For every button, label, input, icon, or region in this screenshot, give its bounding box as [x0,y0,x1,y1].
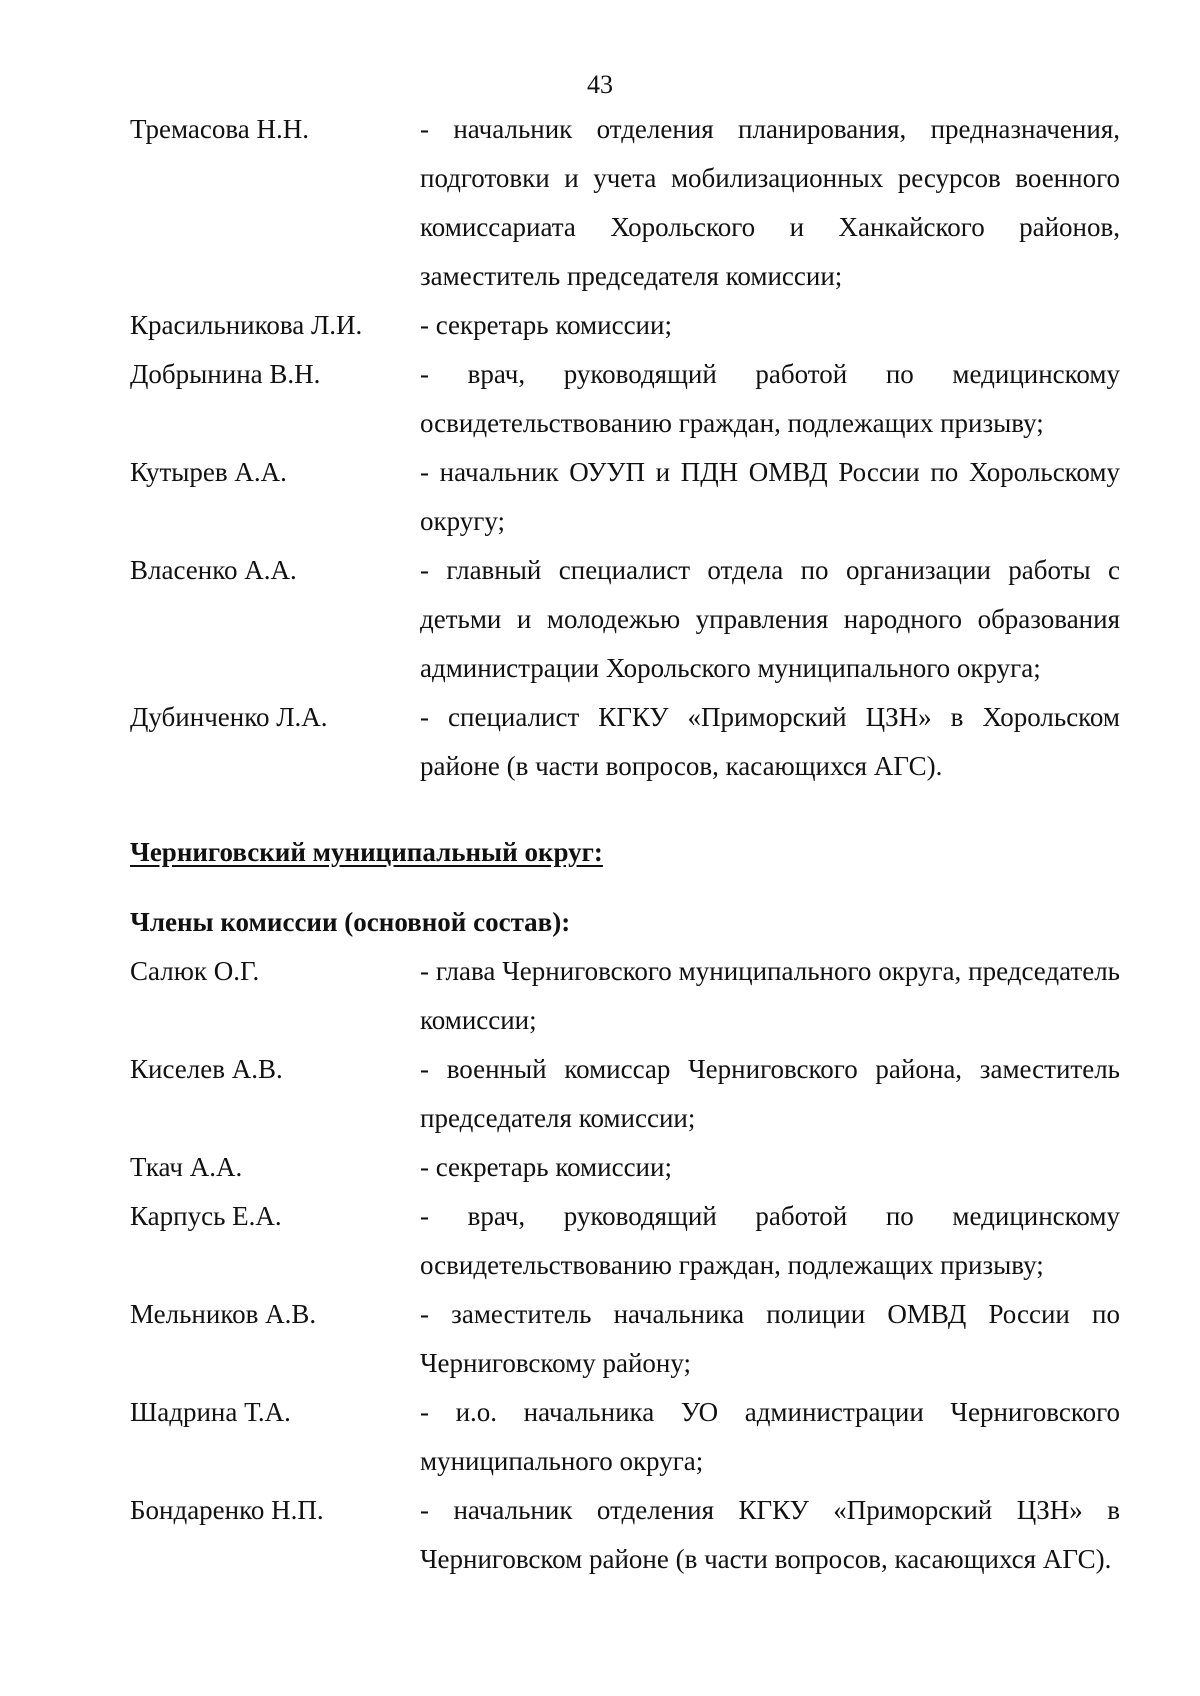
member-name: Красильникова Л.И. [130,310,363,340]
member-role: - начальник отделения планирования, предназначения, подготовки и учета мобилизационных ресурсов военного комиссариата Хорольского и Ханкайского районов, заместитель председателя комиссии; [420,114,1120,291]
member-row [130,350,1120,448]
member-list-top [130,105,1120,791]
member-name: Тремасова Н.Н. [130,114,309,144]
member-row [130,105,1120,301]
members-heading-block [130,898,1120,947]
member-row [130,1486,1120,1584]
member-name: Добрынина В.Н. [130,359,321,389]
member-list-bottom [130,947,1120,1584]
member-role: - секретарь комиссии; [420,1152,672,1182]
member-role: - начальник отделения КГКУ «Приморский ЦЗН» в Черниговском районе (в части вопросов, касающихся АГС). [420,1495,1120,1574]
member-row [130,693,1120,791]
page-number: 43 [587,70,613,99]
member-name: Карпусь Е.А. [130,1201,282,1231]
member-name: Салюк О.Г. [130,956,260,986]
member-role: - начальник ОУУП и ПДН ОМВД России по Хорольскому округу; [420,457,1120,536]
member-row [130,1192,1120,1290]
member-row [130,448,1120,546]
member-role: - секретарь комиссии; [420,310,672,340]
member-name: Кутырев А.А. [130,457,287,487]
member-row [130,546,1120,693]
member-row [130,947,1120,1045]
member-row [130,1045,1120,1143]
member-name: Мельников А.В. [130,1299,317,1329]
member-name: Ткач А.А. [130,1152,243,1182]
member-name: Дубинченко Л.А. [130,702,328,732]
district-heading: Черниговский муниципальный округ: [130,837,603,867]
member-role: - глава Черниговского муниципального округа, председатель комиссии; [420,956,1120,1035]
member-row [130,1143,1120,1192]
member-name: Бондаренко Н.П. [130,1495,324,1525]
member-role: - главный специалист отдела по организации работы с детьми и молодежью управления народного образования администрации Хорольского муниципального округа; [420,555,1120,683]
member-role: - и.о. начальника УО администрации Черниговского муниципального округа; [420,1397,1120,1476]
member-role: - военный комиссар Черниговского района, заместитель председателя комиссии; [420,1054,1120,1133]
member-row [130,301,1120,350]
member-role: - заместитель начальника полиции ОМВД России по Черниговскому району; [420,1299,1120,1378]
members-heading: Члены комиссии (основной состав): [130,907,571,937]
member-name: Шадрина Т.А. [130,1397,291,1427]
member-row [130,1388,1120,1486]
member-name: Власенко А.А. [130,555,297,585]
member-name: Киселев А.В. [130,1054,283,1084]
member-role: - врач, руководящий работой по медицинскому освидетельствованию граждан, подлежащих призыву; [420,359,1120,438]
member-role: - врач, руководящий работой по медицинскому освидетельствованию граждан, подлежащих призыву; [420,1201,1120,1280]
district-heading-block [130,828,1120,877]
member-row [130,1290,1120,1388]
member-role: - специалист КГКУ «Приморский ЦЗН» в Хорольском районе (в части вопросов, касающихся АГС). [420,702,1120,781]
